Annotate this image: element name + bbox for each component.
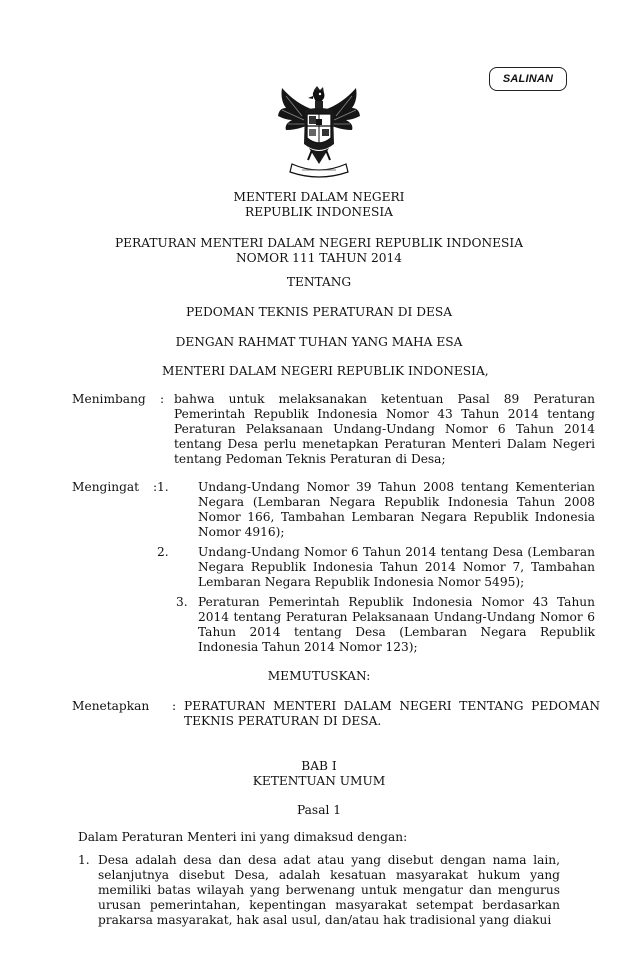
definitions-intro: Dalam Peraturan Menteri ini yang dimaksud dengan:: [78, 830, 408, 844]
mengingat-item-text: Peraturan Pemerintah Republik Indonesia Nomor 43 Tahun 2014 tentang Peraturan Pelaksanaan Undang-Undang Nomor 6 Tahun 2014 tentang Desa (Lembaran Negara Republik Indonesia Tahun 2014 Nomor 123);: [198, 595, 595, 654]
definition-text: Desa adalah desa dan desa adat atau yang disebut dengan nama lain, selanjutnya disebut Desa, adalah kesatuan masyarakat hukum yang memiliki batas wilayah yang berwenang untuk mengatur dan mengurus urusan pemerintahan, kepentingan masyarakat setempat berdasarkan prakarsa masyarakat, hak asal usul, dan/atau hak tradisional yang diakui: [98, 853, 560, 927]
regulation-number: NOMOR 111 TAHUN 2014: [235, 251, 403, 265]
menimbang-label: Menimbang: [72, 392, 146, 406]
bab-number: BAB I: [301, 759, 337, 773]
invocation: DENGAN RAHMAT TUHAN YANG MAHA ESA: [175, 335, 463, 349]
memutuskan-heading: MEMUTUSKAN:: [267, 669, 371, 683]
menimbang-colon: :: [160, 392, 165, 406]
republic-title: REPUBLIK INDONESIA: [245, 205, 393, 219]
menetapkan-text-line2: TEKNIS PERATURAN DI DESA.: [184, 714, 382, 728]
regulation-title: PERATURAN MENTERI DALAM NEGERI REPUBLIK INDONESIA: [114, 236, 524, 250]
menimbang-text: bahwa untuk melaksanakan ketentuan Pasal 89 Peraturan Pemerintah Republik Indonesia Nomor 43 Tahun 2014 tentang Peraturan Pelaksanaan Undang-Undang Nomor 6 Tahun 2014 tentang Desa perlu menetapkan Peraturan Menteri Dalam Negeri tentang Pedoman Teknis Peraturan di Desa;: [174, 392, 595, 466]
salinan-stamp: SALINAN: [489, 67, 567, 91]
mengingat-colon: :: [153, 480, 158, 494]
minister-title: MENTERI DALAM NEGERI: [233, 190, 405, 204]
mengingat-item-number: 3.: [176, 595, 188, 609]
menetapkan-text-line1: PERATURAN MENTERI DALAM NEGERI TENTANG PEDOMAN: [184, 699, 600, 713]
definition-number: 1.: [78, 853, 90, 867]
mengingat-item-number: 2.: [157, 545, 169, 559]
garuda-emblem-icon: [276, 86, 362, 182]
regulation-subject: PEDOMAN TEKNIS PERATURAN DI DESA: [185, 305, 453, 319]
mengingat-item-text: Undang-Undang Nomor 6 Tahun 2014 tentang Desa (Lembaran Negara Republik Indonesia Tahun 2014 Nomor 7, Tambahan Lembaran Negara Republik Indonesia Nomor 5495);: [198, 545, 595, 589]
menetapkan-label: Menetapkan: [72, 699, 150, 713]
mengingat-item-number: 1.: [157, 480, 169, 494]
pasal-heading: Pasal 1: [297, 803, 341, 817]
menetapkan-colon: :: [172, 699, 177, 713]
tentang-heading: TENTANG: [286, 275, 352, 289]
mengingat-item-text: Undang-Undang Nomor 39 Tahun 2008 tentang Kementerian Negara (Lembaran Negara Republik Indonesia Tahun 2008 Nomor 166, Tambahan Lembaran Negara Republik Indonesia Nomor 4916);: [198, 480, 595, 539]
issuer-line: MENTERI DALAM NEGERI REPUBLIK INDONESIA,: [162, 364, 489, 378]
bab-title: KETENTUAN UMUM: [252, 774, 386, 788]
mengingat-label: Mengingat: [72, 480, 140, 494]
